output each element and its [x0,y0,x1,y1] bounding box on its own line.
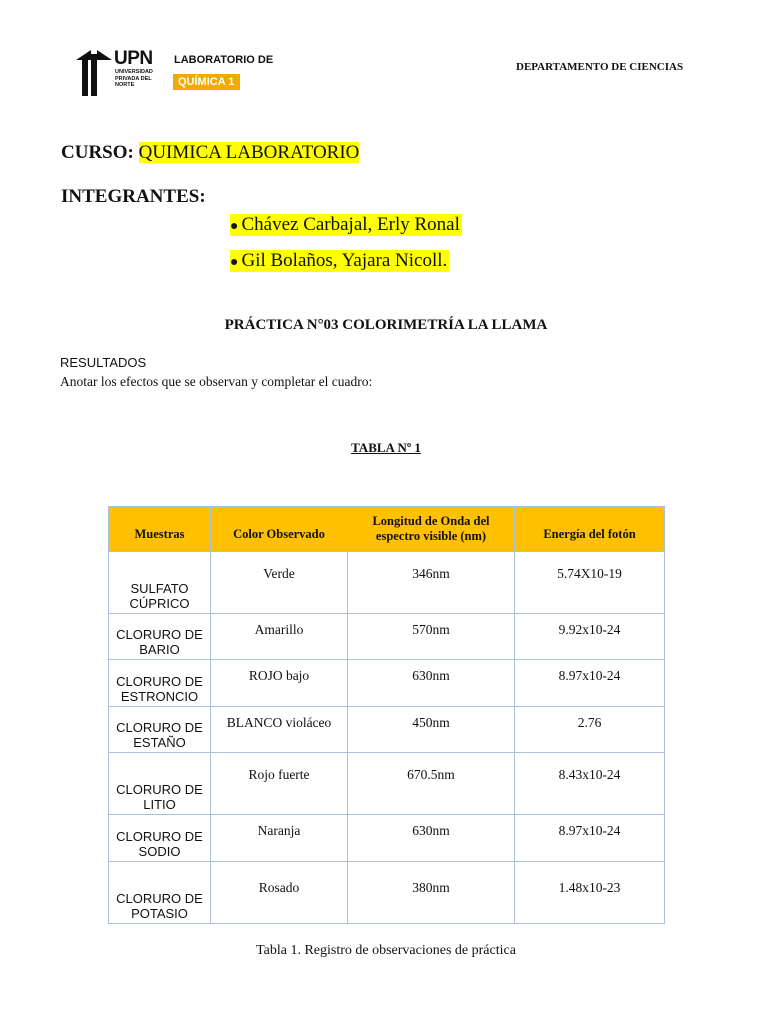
department-name: DEPARTAMENTO DE CIENCIAS [516,61,684,73]
cell-color: Naranja [211,815,348,862]
table-row [109,707,665,753]
table-footer-caption: Tabla 1. Registro de observaciones de práctica [256,943,516,958]
cell-energia: 5.74X10-19 [515,552,665,614]
instruction-text: Anotar los efectos que se observan y completar el cuadro: [60,374,373,389]
header-energia: Energía del fotón [515,507,665,552]
observations-table [108,506,665,924]
cell-muestra: CLORURO DE LITIO [109,753,211,815]
table-row [109,862,665,924]
practice-title: PRÁCTICA N°03 COLORIMETRÍA LA LLAMA [224,317,548,333]
cell-energia: 2.76 [515,707,665,753]
cell-muestra: SULFATO CÚPRICO [109,552,211,614]
table-row [109,753,665,815]
cell-longitud: 346nm [348,552,515,614]
course-value: QUIMICA LABORATORIO [138,142,360,163]
cell-energia: 9.92x10-24 [515,614,665,660]
cell-longitud: 380nm [348,862,515,924]
cell-longitud: 570nm [348,614,515,660]
table-row [109,614,665,660]
member-name: Chávez Carbajal, Erly Ronal [241,214,460,235]
header-longitud: Longitud de Onda del espectro visible (nm) [348,507,515,552]
cell-energia: 8.97x10-24 [515,815,665,862]
cell-muestra: CLORURO DE ESTAÑO [109,707,211,753]
cell-muestra: CLORURO DE POTASIO [109,862,211,924]
cell-muestra: CLORURO DE ESTRONCIO [109,660,211,707]
cell-energia: 8.97x10-24 [515,660,665,707]
member-item [230,250,449,272]
results-heading: RESULTADOS [60,355,147,370]
table-caption [0,440,768,456]
cell-color: Rojo fuerte [211,753,348,815]
member-item [230,214,462,236]
cell-color: BLANCO violáceo [211,707,348,753]
cell-longitud: 630nm [348,660,515,707]
header-color: Color Observado [211,507,348,552]
cell-longitud: 630nm [348,815,515,862]
upn-torch-logo-icon [74,48,114,98]
cell-color: Amarillo [211,614,348,660]
member-name: Gil Bolaños, Yajara Nicoll. [241,250,448,271]
cell-color: Verde [211,552,348,614]
table-caption-text: TABLA Nº 1 [351,440,421,455]
upn-logo [74,48,274,98]
cell-longitud: 450nm [348,707,515,753]
cell-muestra: CLORURO DE SODIO [109,815,211,862]
cell-energia: 8.43x10-24 [515,753,665,815]
logo-subtitle: UNIVERSIDAD PRIVADA DEL NORTE [115,69,153,88]
logo-subject-badge: QUÍMICA 1 [173,74,240,90]
table-header-row [109,507,665,552]
table-row [109,815,665,862]
cell-color: Rosado [211,862,348,924]
course-line [61,142,359,164]
cell-energia: 1.48x10-23 [515,862,665,924]
cell-longitud: 670.5nm [348,753,515,815]
bullet-icon: ● [230,255,239,270]
logo-lab-label: LABORATORIO DE [174,54,274,66]
cell-muestra: CLORURO DE BARIO [109,614,211,660]
header-muestras: Muestras [109,507,211,552]
logo-brand: UPN [114,48,153,69]
table-row [109,552,665,614]
members-label: INTEGRANTES: [61,186,206,207]
table-row [109,660,665,707]
cell-color: ROJO bajo [211,660,348,707]
course-label: CURSO: [61,142,134,163]
bullet-icon: ● [230,219,239,234]
